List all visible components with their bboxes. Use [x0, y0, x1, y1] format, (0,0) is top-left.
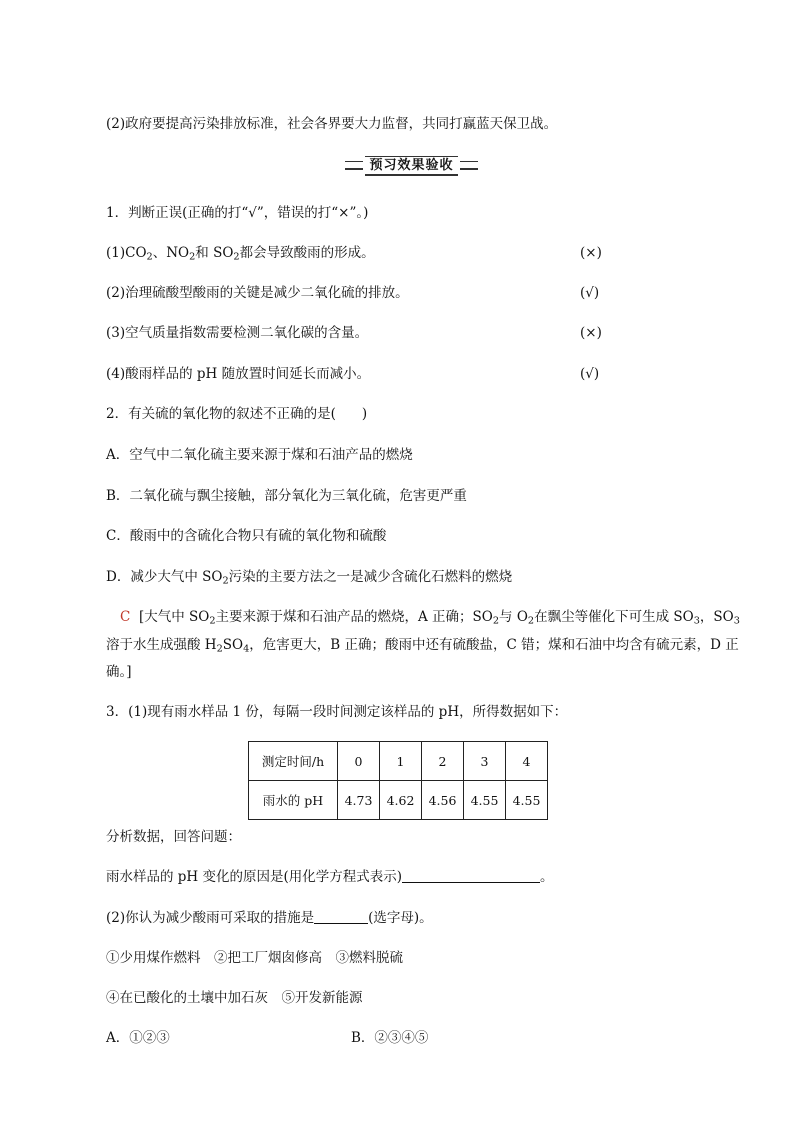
- q3-choice-a: A．①②③: [106, 1030, 170, 1046]
- q3-analyze-line: 分析数据，回答问题：: [106, 829, 241, 845]
- q2-option-c: C．酸雨中的含硫化合物只有硫的氧化物和硫酸: [106, 528, 387, 544]
- intro-line: (2)政府要提高污染排放标准，社会各界要大力监督，共同打赢蓝天保卫战。: [106, 116, 558, 132]
- table-cell: 4: [506, 742, 548, 781]
- q3-part2-line: (2)你认为减少酸雨可采取的措施是 (选字母)。: [106, 910, 433, 926]
- q1-item-4: (4)酸雨样品的 pH 随放置时间延长而减小。: [106, 366, 371, 382]
- banner-right-ornament: [460, 161, 478, 170]
- q1-item-1-mark: (×): [580, 245, 602, 261]
- q1-item-1: $(1)CO_2$、$NO_2$和 $SO_2$都会导致酸雨的形成。: [106, 245, 375, 263]
- table-cell: 2: [422, 742, 464, 781]
- q2-explanation-line-1: C [大气中 $SO_2$主要来源于煤和石油产品的燃烧，A 正确；$SO_2$与 $O_2$在飘尘等催化下可生成 $SO_3$，$SO_3$: [120, 609, 740, 627]
- ph-data-table: [248, 741, 548, 820]
- answer-blank[interactable]: [314, 909, 368, 924]
- q1-item-3: (3)空气质量指数需要检测二氧化碳的含量。: [106, 325, 369, 341]
- q3-measures-line-1: ①少用煤作燃料 ②把工厂烟囱修高 ③燃料脱硫: [106, 950, 403, 966]
- table-cell: 4.55: [506, 781, 548, 820]
- table-cell: 4.73: [338, 781, 380, 820]
- table-row: [249, 781, 548, 820]
- table-cell: 4.55: [464, 781, 506, 820]
- q2-option-a: A．空气中二氧化硫主要来源于煤和石油产品的燃烧: [106, 447, 413, 463]
- answer-blank[interactable]: [402, 868, 540, 883]
- table-cell: 4.56: [422, 781, 464, 820]
- table-cell: 1: [380, 742, 422, 781]
- q2-option-d: D．减少大气中 $SO_2$污染的主要方法之一是减少含硫化石燃料的燃烧: [106, 569, 513, 587]
- table-cell: 0: [338, 742, 380, 781]
- q3-choice-b: B．②③④⑤: [351, 1030, 429, 1046]
- table-header-time: 测定时间/h: [249, 742, 338, 781]
- q1-item-2: (2)治理硫酸型酸雨的关键是减少二氧化硫的排放。: [106, 285, 409, 301]
- q1-item-4-mark: (√): [580, 366, 600, 382]
- q3-stem: 3．(1)现有雨水样品 1 份，每隔一段时间测定该样品的 pH，所得数据如下：: [106, 704, 568, 720]
- q2-option-b: B．二氧化硫与飘尘接触，部分氧化为三氧化硫，危害更严重: [106, 488, 467, 504]
- q2-explanation-line-2: 溶于水生成强酸 $H_2SO_4$，危害更大，B 正确；酸雨中还有硫酸盐，C 错；煤和石油中均含有硫元素，D 正: [106, 637, 739, 655]
- q2-answer-letter: C: [120, 609, 131, 625]
- q3-reason-line: 雨水样品的 pH 变化的原因是(用化学方程式表示) 。: [106, 869, 554, 885]
- banner-title: 预习效果验收: [365, 156, 458, 176]
- q2-explanation-line-3: 确。]: [106, 664, 132, 680]
- table-row: [249, 742, 548, 781]
- q1-stem: 1．判断正误(正确的打“√”，错误的打“×”。): [106, 205, 369, 221]
- q2-stem: 2．有关硫的氧化物的叙述不正确的是( ): [106, 406, 368, 422]
- q3-measures-line-2: ④在已酸化的土壤中加石灰 ⑤开发新能源: [106, 990, 363, 1006]
- table-header-ph: 雨水的 pH: [249, 781, 338, 820]
- q1-item-2-mark: (√): [580, 285, 600, 301]
- section-banner: [345, 156, 478, 173]
- banner-left-ornament: [345, 161, 363, 170]
- q1-item-3-mark: (×): [580, 325, 602, 341]
- table-cell: 4.62: [380, 781, 422, 820]
- table-cell: 3: [464, 742, 506, 781]
